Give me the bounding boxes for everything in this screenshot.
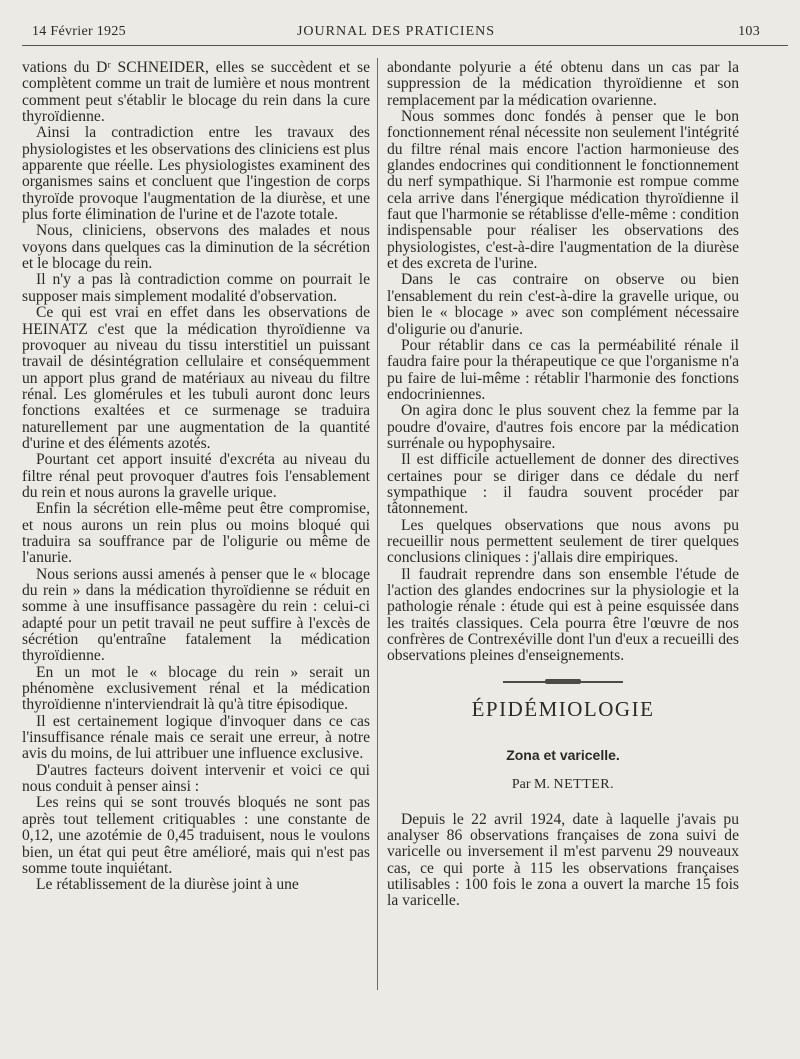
- header-journal-title: JOURNAL DES PRATICIENS: [296, 24, 496, 39]
- paragraph: Dans le cas contraire on observe ou bien l'ensablement du rein c'est-à-dire la gravelle urique, ou bien le « blocage » avec son complément nécessaire d'oligurie ou d'anurie.: [387, 271, 739, 338]
- paragraph: vations du Dʳ SCHNEIDER, elles se succèdent et se complètent comme un trait de lumière et nous montrent comment peut s'établir le blocage du rein dans la cure thyroïdienne.: [22, 59, 370, 126]
- byline-prefix: Par M.: [511, 777, 550, 793]
- paragraph: Il est difficile actuellement de donner des directives certaines pour se diriger dans ce dédale du nerf sympathique : il faudra souvent procéder par tâtonnement.: [387, 451, 739, 518]
- section-title: ÉPIDÉMIOLOGIE: [471, 696, 655, 721]
- paragraph: En un mot le « blocage du rein » serait un phénomène exclusivement rénal et la médication thyroïdienne n'interviendrait là qu'à titre épisodique.: [22, 663, 370, 714]
- paragraph: Il faudrait reprendre dans son ensemble l'étude de l'action des glandes endocrines sur la physiologie et la pathologie rénale : étude qui est à peine esquissée dans les traités classiques. Cela pourra être l'œuvre de nos confrères de Contrexéville dont l'un d'eux a recueilli des observations pleines d'enseignements.: [387, 565, 739, 665]
- paragraph: Les quelques observations que nous avons pu recueillir nous permettent seulement de tirer quelques conclusions cliniques : j'allais dire empiriques.: [387, 516, 739, 567]
- header-rule: [22, 45, 788, 46]
- paragraph: Il n'y a pas là contradiction comme on pourrait le supposer mais simplement modalité d'observation.: [22, 271, 370, 305]
- article-byline: [387, 777, 739, 793]
- header-page-number: 103: [738, 24, 760, 39]
- column-divider: [377, 58, 378, 990]
- paragraph: Enfin la sécrétion elle-même peut être compromise, et nous aurons un rein plus ou moins bloqué qui traduira sa souffrance par de l'oligurie ou même de l'anurie.: [22, 500, 370, 567]
- paragraph: Le rétablissement de la diurèse joint à une: [36, 876, 299, 894]
- paragraph: Nous serions aussi amenés à penser que le « blocage du rein » dans la médication thyroïdienne se réduit en somme à une insuffisance passagère du rein : celui-ci adapté pour un petit travail ne peut suffire à l'excès de sécrétion qu'entraîne fatalement la médication thyroïdienne.: [22, 565, 370, 665]
- paragraph: Il est certainement logique d'invoquer dans ce cas l'insuffisance rénale mais ce serait une erreur, à notre avis du moins, de lui attribuer une influence exclusive.: [22, 712, 370, 763]
- paragraph: Pour rétablir dans ce cas la perméabilité rénale il faudra faire pour la thérapeutique ce que l'organisme n'a pu faire de lui-même : rétablir l'harmonie des fonctions endocriniennes.: [387, 336, 739, 403]
- paragraph: On agira donc le plus souvent chez la femme par la poudre d'ovaire, d'autres fois encore par la médication surrénale ou hypophysaire.: [387, 402, 739, 452]
- paragraph: Pourtant cet apport insuité d'excréta au niveau du filtre rénal peut provoquer d'autres fois l'ensablement du rein et nous aurons la gravelle urique.: [22, 451, 370, 501]
- article-paragraph: Depuis le 22 avril 1924, date à laquelle j'avais pu analyser 86 observations françaises de zona suivi de varicelle ou inversement il m'est parvenu 29 nouveaux cas, ce qui porte à 115 les observations françaises utilisables : 100 fois le zona a ouvert la marche 15 fois la varicelle.: [387, 810, 739, 910]
- paragraph: Les reins qui se sont trouvés bloqués ne sont pas après tout tellement critiquables : une constante de 0,12, une azotémie de 0,45 traduisent, nous le voulons bien, un état qui peut être amélioré, mais qui n'est pas somme toute inquiétant.: [22, 794, 370, 877]
- paragraph: Nous sommes donc fondés à penser que le bon fonctionnement rénal nécessite non seulement l'intégrité du filtre rénal mais encore l'action harmonieuse des glandes endocrines qui conditionnent le fonctionnement du nerf sympathique. Si l'harmonie est rompue comme cela arrive dans l'énergique médication thyroïdienne il faut que l'harmonie se rétablisse d'elle-même : condition indispensable pour réaliser les observations des physiologistes, c'est-à-dire l'augmentation de la diurèse et des excreta de l'urine.: [387, 108, 739, 273]
- byline-author: NETTER.: [553, 777, 615, 793]
- header-date: 14 Février 1925: [32, 24, 126, 39]
- paragraph: D'autres facteurs doivent intervenir et voici ce qui nous conduit à penser ainsi :: [22, 761, 370, 796]
- left-column: [22, 60, 370, 894]
- page-header: [32, 24, 760, 44]
- paragraph: Ainsi la contradiction entre les travaux des physiologistes et les observations des cliniciens est plus apparente que réelle. Les physiologistes examinent des organismes sains et concluent que l'ingestion de corps thyroïde provoque l'augmentation de la diurèse, et une plus forte élimination de l'urine et de l'azote totale.: [22, 124, 370, 224]
- paragraph: Nous, cliniciens, observons des malades et nous voyons dans quelques cas la diminution de la sécrétion et le blocage du rein.: [22, 222, 370, 273]
- paragraph: abondante polyurie a été obtenu dans un cas par la suppression de la médication thyroïdienne et son remplacement par la médication ovarienne.: [387, 59, 739, 109]
- right-column: [387, 60, 739, 910]
- section-ornament: [503, 679, 623, 685]
- paragraph: Ce qui est vrai en effet dans les observations de HEINATZ c'est que la médication thyroïdienne va provoquer au niveau du tissu interstitiel un puissant travail de désintégration cellulaire et conséquemment un apport plus grand de matériaux au niveau du filtre rénal. Les glomérules et les tubuli auront donc leurs fonctions exaltées et ce surmenage se traduira naturellement par une augmentation de la quantité d'urine et des éléments azotés.: [22, 304, 370, 452]
- article-title: Zona et varicelle.: [506, 747, 620, 764]
